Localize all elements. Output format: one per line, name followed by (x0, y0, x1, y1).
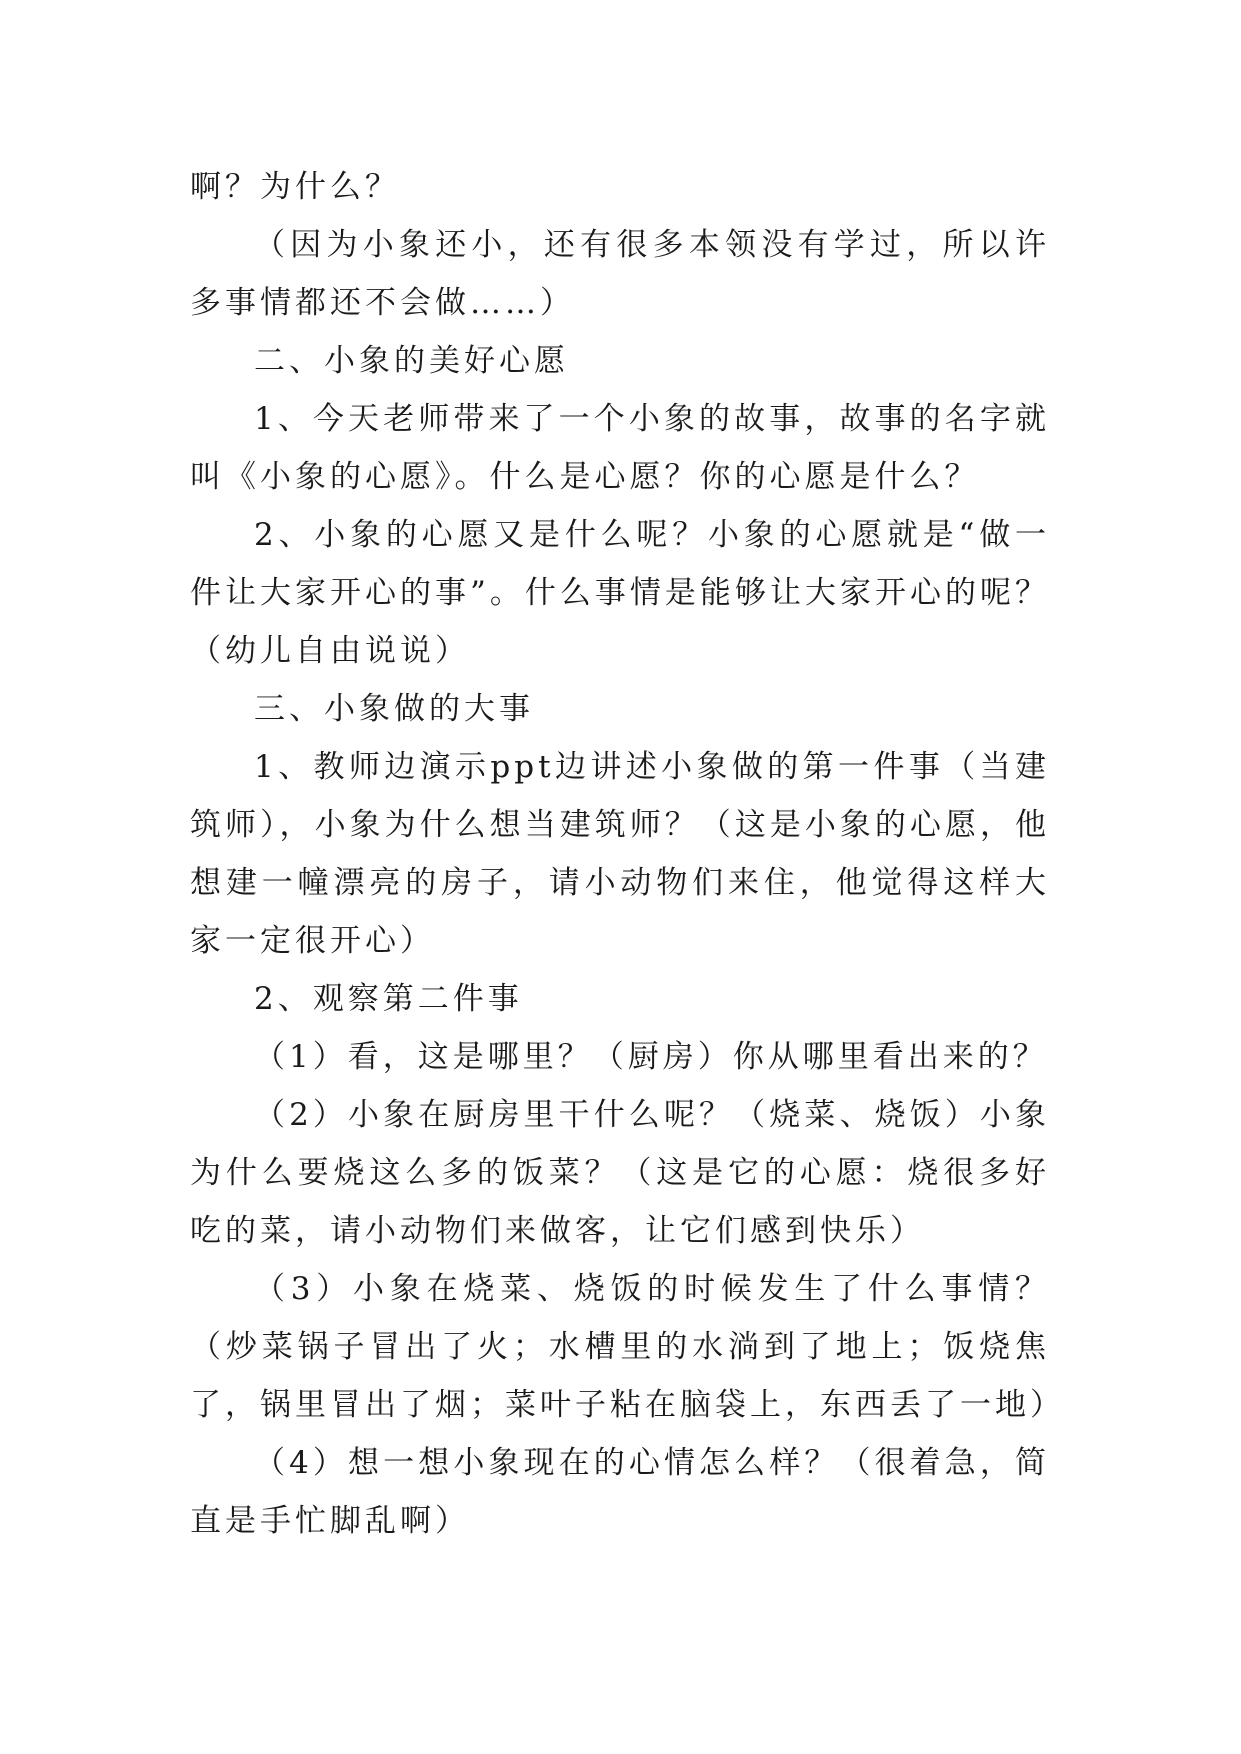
section-heading-3: 三、小象做的大事 (254, 691, 534, 727)
paragraph-sub-2: （2）小象在厨房里干什么呢？（烧菜、烧饭）小象为什么要烧这么多的饭菜？（这是它的心愿：烧很多好吃的菜，请小动物们来做客，让它们感到快乐） (190, 1097, 1050, 1249)
paragraph-sub-3: （3）小象在烧菜、烧饭的时候发生了什么事情？（炒菜锅子冒出了火；水槽里的水淌到了地上；饭烧焦了，锅里冒出了烟；菜叶子粘在脑袋上，东西丢了一地） (190, 1271, 1065, 1423)
section-heading-2: 二、小象的美好心愿 (254, 343, 569, 379)
document-page (190, 158, 1065, 1550)
paragraph-item-2: 2、小象的心愿又是什么呢？小象的心愿就是“做一件让大家开心的事”。什么事情是能够让大家开心的呢？（幼儿自由说说） (190, 517, 1050, 669)
paragraph-continuation: 啊？为什么？ (190, 169, 400, 205)
paragraph-item-1: 1、今天老师带来了一个小象的故事，故事的名字就叫《小象的心愿》。什么是心愿？你的心愿是什么？ (190, 401, 1050, 495)
paragraph-item-3-1: 1、教师边演示ppt边讲述小象做的第一件事（当建筑师），小象为什么想当建筑师？（这是小象的心愿，他想建一幢漂亮的房子，请小动物们来住，他觉得这样大家一定很开心） (190, 749, 1050, 959)
paragraph-item-3-2: 2、观察第二件事 (254, 981, 523, 1017)
paragraph-sub-1: （1）看，这是哪里？（厨房）你从哪里看出来的？ (254, 1039, 1048, 1075)
paragraph-answer: （因为小象还小，还有很多本领没有学过，所以许多事情都还不会做……） (190, 227, 1050, 321)
paragraph-sub-4: （4）想一想小象现在的心情怎么样？（很着急，简直是手忙脚乱啊） (190, 1445, 1050, 1539)
